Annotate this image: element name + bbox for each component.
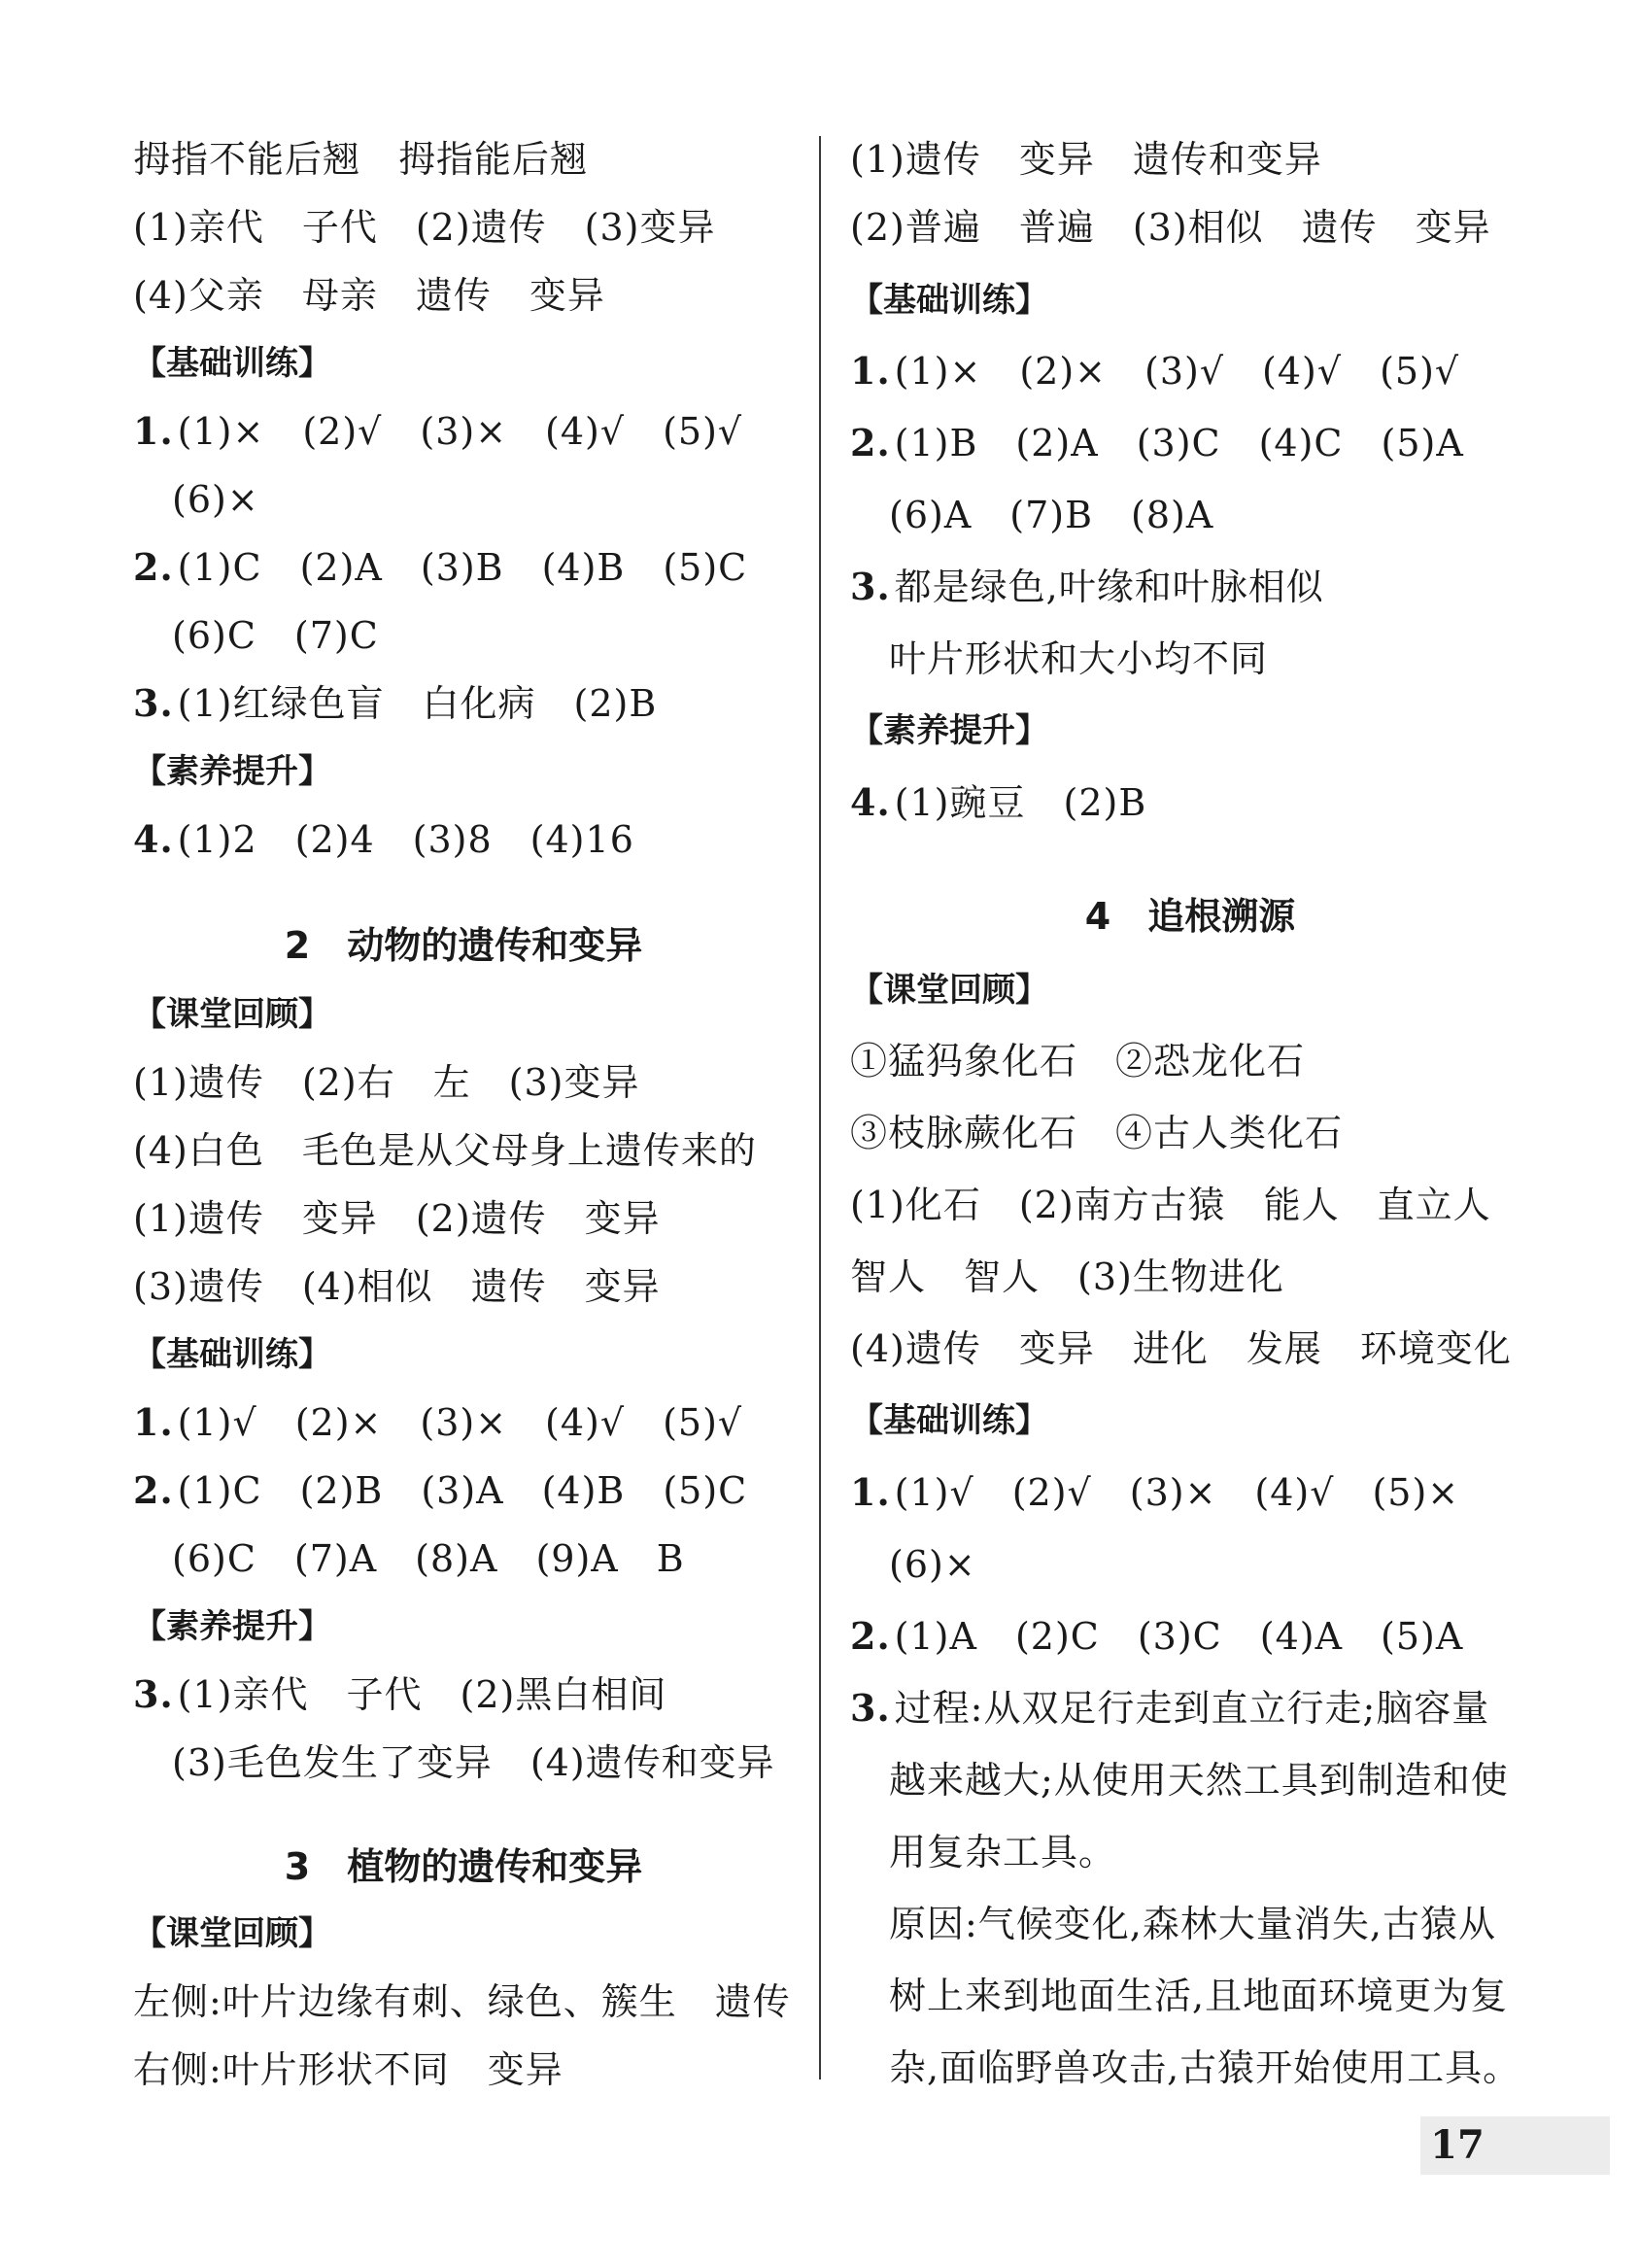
answer-line: (6)× xyxy=(889,1543,976,1586)
answer-line: 越来越大;从使用天然工具到制造和使 xyxy=(889,1759,1509,1802)
section-heading: 【课堂回顾】 xyxy=(850,971,1048,1010)
answer-text: (1)2 (2)4 (3)8 (4)16 xyxy=(177,818,634,861)
answer-line: ①猛犸象化石 ②恐龙化石 xyxy=(850,1040,1306,1082)
answer-line: (6)A (7)B (8)A xyxy=(889,494,1214,536)
question-number: 2. xyxy=(133,1468,174,1512)
question-number: 1. xyxy=(850,1470,891,1514)
lesson-title: 2 动物的遗传和变异 xyxy=(284,924,643,967)
answer-line: (3)遗传 (4)相似 遗传 变异 xyxy=(133,1265,661,1308)
question-number: 1. xyxy=(133,1400,174,1444)
column-divider xyxy=(819,136,821,2079)
lesson-title: 4 追根溯源 xyxy=(1084,895,1296,938)
question-number: 1. xyxy=(133,409,174,453)
question-number: 2. xyxy=(850,1614,891,1658)
question-number: 1. xyxy=(850,349,891,393)
answer-line: (1)遗传 变异 (2)遗传 变异 xyxy=(133,1197,661,1240)
answer-text: (1)C (2)B (3)A (4)B (5)C xyxy=(177,1469,748,1512)
question-2 xyxy=(850,420,1464,466)
answer-text: (1)√ (2)× (3)× (4)√ (5)√ xyxy=(177,1401,743,1444)
answer-line: 原因:气候变化,森林大量消失,古猿从 xyxy=(889,1903,1496,1945)
question-1 xyxy=(850,1469,1459,1516)
question-number: 2. xyxy=(850,421,891,464)
answer-line: 拇指不能后翘 拇指能后翘 xyxy=(133,138,589,181)
section-heading: 【课堂回顾】 xyxy=(133,995,331,1034)
section-heading: 【基础训练】 xyxy=(133,344,331,383)
question-3 xyxy=(850,1685,1489,1732)
question-4 xyxy=(133,816,634,863)
answer-line: 智人 智人 (3)生物进化 xyxy=(850,1255,1284,1298)
question-3 xyxy=(133,680,657,727)
answer-line: (2)普遍 普遍 (3)相似 遗传 变异 xyxy=(850,206,1491,249)
answer-line: (1)遗传 变异 遗传和变异 xyxy=(850,138,1322,181)
question-2 xyxy=(133,1467,747,1514)
answer-line: ③枝脉蕨化石 ④古人类化石 xyxy=(850,1112,1344,1154)
question-number: 4. xyxy=(850,780,891,824)
question-1 xyxy=(133,1399,742,1446)
section-heading: 【课堂回顾】 xyxy=(133,1914,331,1953)
answer-line: 用复杂工具。 xyxy=(889,1831,1117,1873)
question-number: 2. xyxy=(133,545,174,589)
answer-line: 右侧:叶片形状不同 变异 xyxy=(133,2048,563,2091)
question-number: 3. xyxy=(850,1686,891,1730)
answer-line: (1)化石 (2)南方古猿 能人 直立人 xyxy=(850,1184,1491,1226)
question-1 xyxy=(850,348,1459,395)
section-heading: 【素养提升】 xyxy=(133,752,331,791)
answer-line: (4)遗传 变异 进化 发展 环境变化 xyxy=(850,1327,1512,1370)
question-number: 3. xyxy=(133,1672,174,1716)
answer-line: 叶片形状和大小均不同 xyxy=(889,637,1269,680)
answer-text: 过程:从双足行走到直立行走;脑容量 xyxy=(894,1687,1490,1730)
answer-line: (3)毛色发生了变异 (4)遗传和变异 xyxy=(172,1741,775,1784)
question-number: 3. xyxy=(850,565,891,608)
answer-text: (1)红绿色盲 白化病 (2)B xyxy=(177,682,658,725)
answer-line: (1)遗传 (2)右 左 (3)变异 xyxy=(133,1061,640,1104)
answer-text: (1)√ (2)√ (3)× (4)√ (5)× xyxy=(894,1471,1460,1514)
question-4 xyxy=(850,779,1146,826)
answer-text: (1)B (2)A (3)C (4)C (5)A xyxy=(894,422,1464,464)
answer-text: (1)× (2)√ (3)× (4)√ (5)√ xyxy=(177,410,743,453)
answer-text: (1)亲代 子代 (2)黑白相间 xyxy=(177,1673,667,1716)
question-2 xyxy=(133,544,747,591)
answer-line: (4)白色 毛色是从父母身上遗传来的 xyxy=(133,1129,757,1172)
page-number: 17 xyxy=(1430,2122,1485,2168)
section-heading: 【基础训练】 xyxy=(850,1401,1048,1440)
question-2 xyxy=(850,1613,1463,1660)
answer-text: (1)× (2)× (3)√ (4)√ (5)√ xyxy=(894,350,1460,393)
question-number: 4. xyxy=(133,817,174,861)
answer-text: (1)豌豆 (2)B xyxy=(894,781,1147,824)
question-3 xyxy=(850,564,1324,610)
section-heading: 【基础训练】 xyxy=(133,1335,331,1374)
lesson-title: 3 植物的遗传和变异 xyxy=(284,1845,643,1888)
question-number: 3. xyxy=(133,681,174,725)
answer-text: (1)A (2)C (3)C (4)A (5)A xyxy=(894,1615,1464,1658)
answer-line: 树上来到地面生活,且地面环境更为复 xyxy=(889,1975,1509,2017)
section-heading: 【素养提升】 xyxy=(850,711,1048,750)
question-1 xyxy=(133,408,742,455)
question-3 xyxy=(133,1671,666,1718)
answer-line: (6)C (7)A (8)A (9)A B xyxy=(172,1537,685,1580)
answer-text: 都是绿色,叶缘和叶脉相似 xyxy=(894,566,1324,608)
answer-line: (6)× xyxy=(172,478,259,521)
section-heading: 【基础训练】 xyxy=(850,281,1048,320)
answer-text: (1)C (2)A (3)B (4)B (5)C xyxy=(177,546,748,589)
answer-line: (1)亲代 子代 (2)遗传 (3)变异 xyxy=(133,206,716,249)
section-heading: 【素养提升】 xyxy=(133,1607,331,1646)
answer-line: (4)父亲 母亲 遗传 变异 xyxy=(133,274,605,317)
answer-line: 左侧:叶片边缘有刺、绿色、簇生 遗传 xyxy=(133,1980,791,2023)
answer-line: (6)C (7)C xyxy=(172,614,379,657)
answer-line: 杂,面临野兽攻击,古猿开始使用工具。 xyxy=(889,2046,1521,2089)
